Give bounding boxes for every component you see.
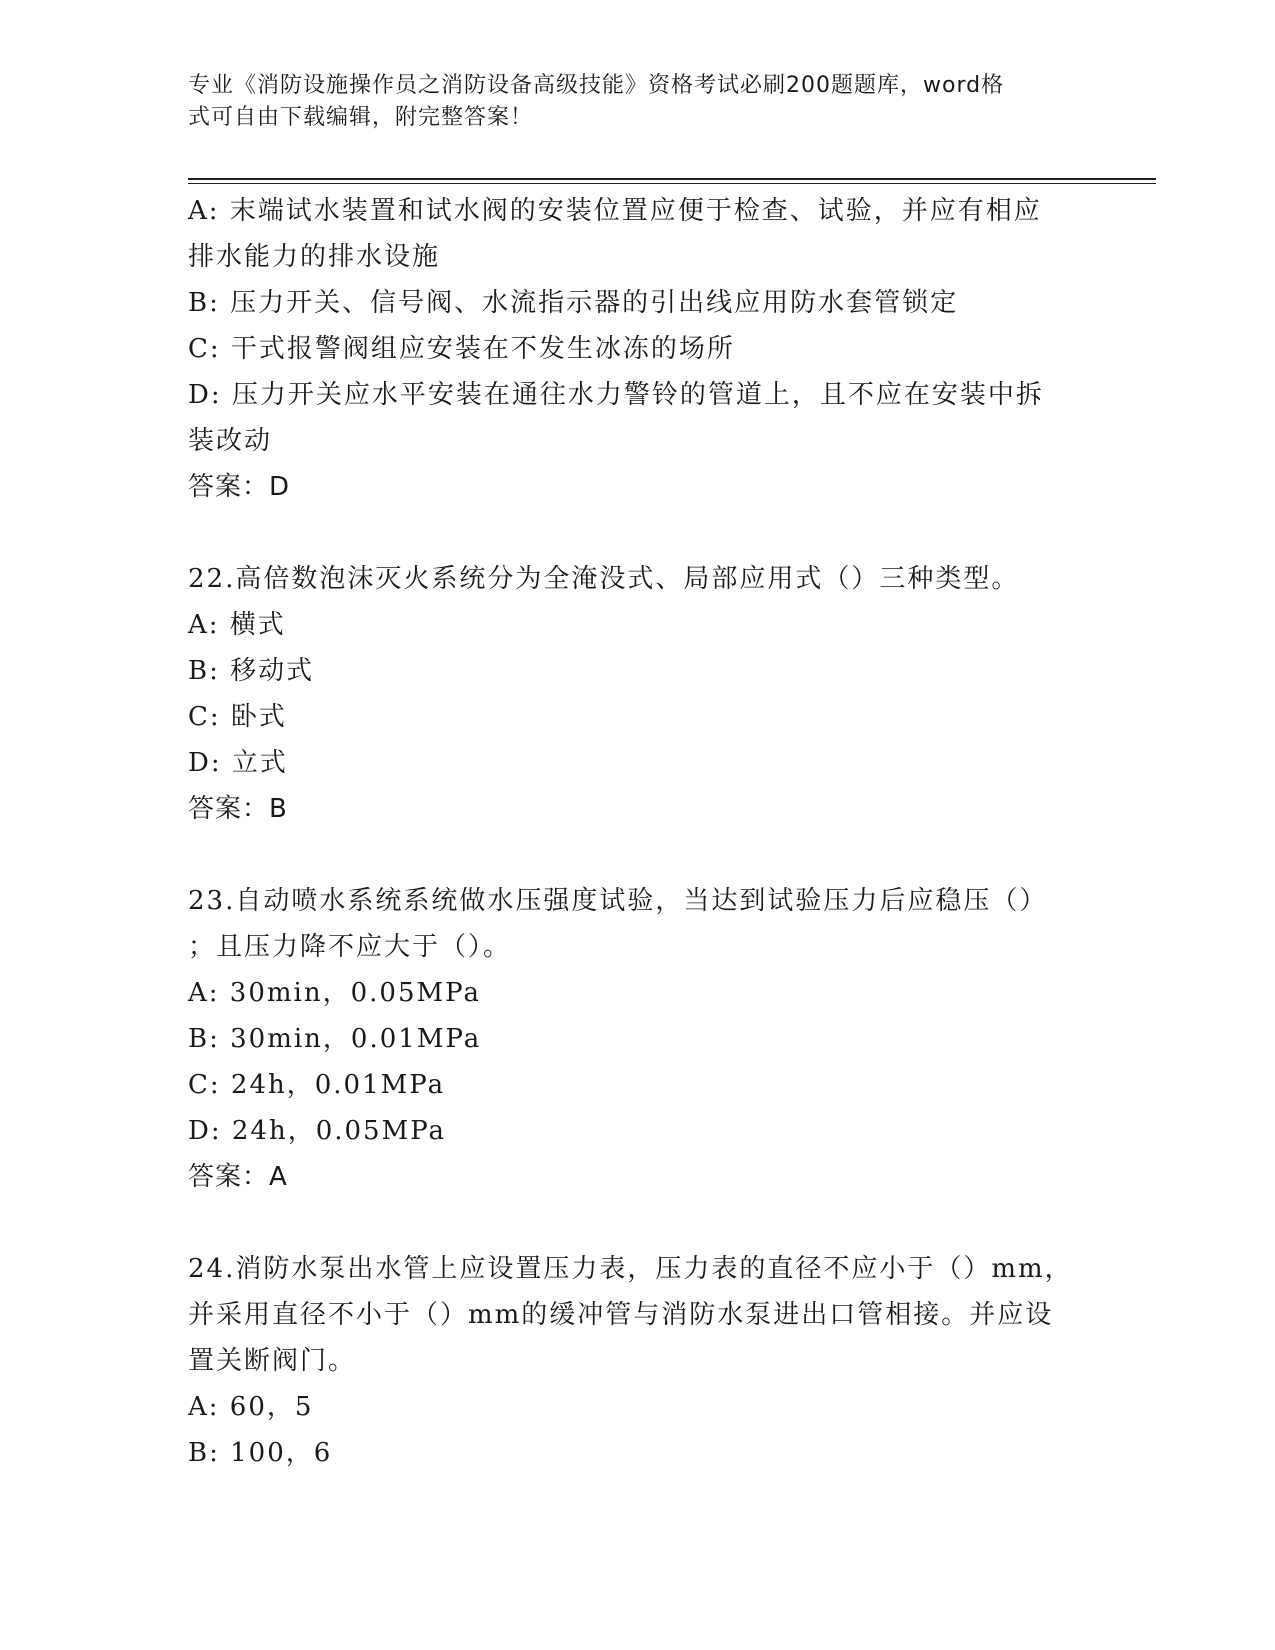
question-22 [188, 556, 1088, 832]
option-b: B: 压力开关、信号阀、水流指示器的引出线应用防水套管锁定 [188, 288, 959, 318]
document-header [188, 70, 1068, 134]
question-24 [188, 1246, 1088, 1476]
option-d: D: 24h，0.05MPa [188, 1116, 447, 1146]
option-b: B: 30min，0.01MPa [188, 1024, 482, 1054]
header-rule-thin [188, 183, 1156, 184]
spacer [188, 1200, 1088, 1246]
answer: 答案：D [188, 472, 291, 502]
option-a-line-2: 排水能力的排水设施 [188, 242, 441, 272]
answer: 答案：A [188, 1162, 288, 1192]
option-a-line-1: A: 末端试水装置和试水阀的安装位置应便于检查、试验，并应有相应 [188, 196, 1042, 226]
answer: 答案：B [188, 794, 288, 824]
option-b: B: 100，6 [188, 1438, 333, 1468]
spacer [188, 832, 1088, 878]
question-list [188, 188, 1088, 1476]
question-23 [188, 878, 1088, 1200]
question-stem-line-2: ；且压力降不应大于（）。 [188, 932, 512, 962]
option-c: C: 卧式 [188, 702, 287, 732]
question-stem-line-3: 置关断阀门。 [188, 1346, 357, 1376]
header-line-2: 式可自由下载编辑，附完整答案！ [188, 105, 534, 130]
header-line-1: 专业《消防设施操作员之消防设备高级技能》资格考试必刷200题题库，word格 [188, 73, 1005, 98]
option-a: A: 60，5 [188, 1392, 314, 1422]
question-stem-line-1: 24.消防水泵出水管上应设置压力表，压力表的直径不应小于（）mm， [188, 1254, 1073, 1284]
option-d-line-1: D: 压力开关应水平安装在通往水力警铃的管道上，且不应在安装中拆 [188, 380, 1044, 410]
spacer [188, 510, 1088, 556]
option-c: C: 24h，0.01MPa [188, 1070, 446, 1100]
option-a: A: 横式 [188, 610, 286, 640]
option-b: B: 移动式 [188, 656, 315, 686]
option-c: C: 干式报警阀组应安装在不发生冰冻的场所 [188, 334, 735, 364]
question-21-options [188, 188, 1088, 510]
header-rule-thick [188, 178, 1156, 180]
option-d: D: 立式 [188, 748, 288, 778]
option-a: A: 30min，0.05MPa [188, 978, 481, 1008]
question-stem-line-1: 23.自动喷水系统系统做水压强度试验，当达到试验压力后应稳压（） [188, 886, 1048, 916]
question-stem-line-2: 并采用直径不小于（）mm的缓冲管与消防水泵进出口管相接。并应设 [188, 1300, 1054, 1330]
option-d-line-2: 装改动 [188, 426, 273, 456]
question-stem: 22.高倍数泡沫灭火系统分为全淹没式、局部应用式（）三种类型。 [188, 564, 1020, 594]
